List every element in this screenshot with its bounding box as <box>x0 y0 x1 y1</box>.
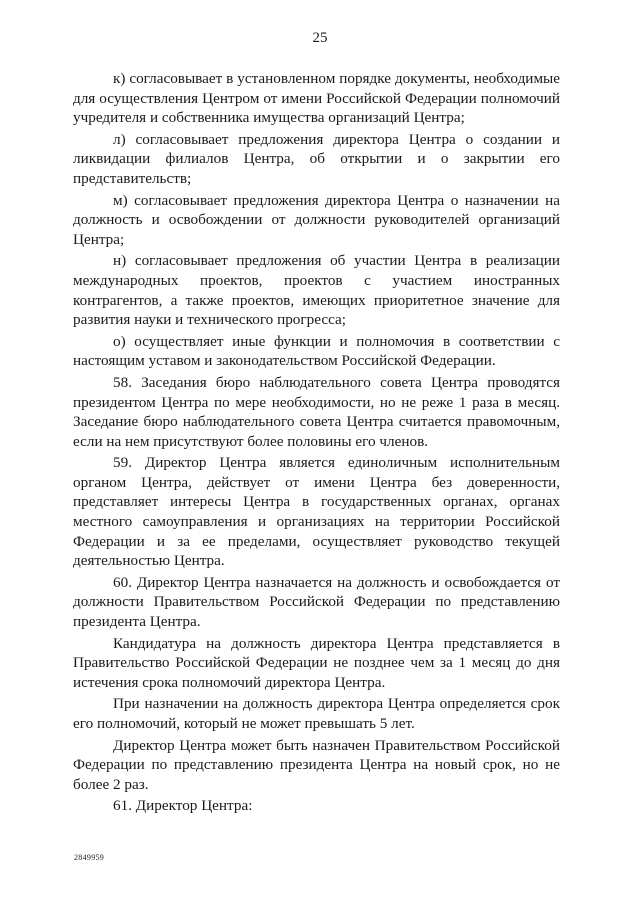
paragraph-60-term: При назначении на должность директора Центра определяется срок его полномочий, который не может превышать 5 лет. <box>73 695 560 732</box>
paragraph-58: 58. Заседания бюро наблюдательного совета Центра проводятся президентом Центра по мере необходимости, но не реже 1 раза в месяц. Заседание бюро наблюдательного совета Центра считается правомочным, если на нем присутствуют более половины его членов. <box>73 373 560 450</box>
paragraph-o: о) осуществляет иные функции и полномочия в соответствии с настоящим уставом и законодательством Российской Федерации. <box>73 332 560 370</box>
paragraph-m: м) согласовывает предложения директора Центра о назначении на должность и освобождении от должности руководителей организаций Центра; <box>73 191 560 248</box>
document-body <box>73 69 560 818</box>
paragraph-l: л) согласовывает предложения директора Центра о создании и ликвидации филиалов Центра, об открытии и о закрытии его представительств; <box>73 130 560 187</box>
document-code: 2849959 <box>74 853 105 862</box>
paragraph-60: 60. Директор Центра назначается на должность и освобождается от должности Правительством Российской Федерации по представлению президента Центра. <box>73 573 560 631</box>
paragraph-60-reappointment: Директор Центра может быть назначен Правительством Российской Федерации по представлению президента Центра на новый срок, но не более 2 раз. <box>73 736 560 793</box>
paragraph-61: 61. Директор Центра: <box>113 797 253 815</box>
paragraph-n: н) согласовывает предложения об участии Центра в реализации международных проектов, проектов с участием иностранных контрагентов, а также проектов, имеющих приоритетное значение для развития науки и технического прогресса; <box>73 252 560 329</box>
paragraph-k: к) согласовывает в установленном порядке документы, необходимые для осуществления Центром от имени Российской Федерации полномочий учредителя и собственника имущества организаций Центра; <box>73 70 560 127</box>
page-number: 25 <box>312 30 328 46</box>
paragraph-59: 59. Директор Центра является единоличным исполнительным органом Центра, действует от имени Центра без доверенности, представляет интересы Центра в государственных органах, органах местного самоуправления и организациях на территории Российской Федерации и за ее пределами, осуществляет руководство текущей деятельностью Центра. <box>73 454 560 570</box>
paragraph-60-candidate: Кандидатура на должность директора Центра представляется в Правительство Российской Федерации не позднее чем за 1 месяц до дня истечения срока полномочий директора Центра. <box>73 634 560 691</box>
